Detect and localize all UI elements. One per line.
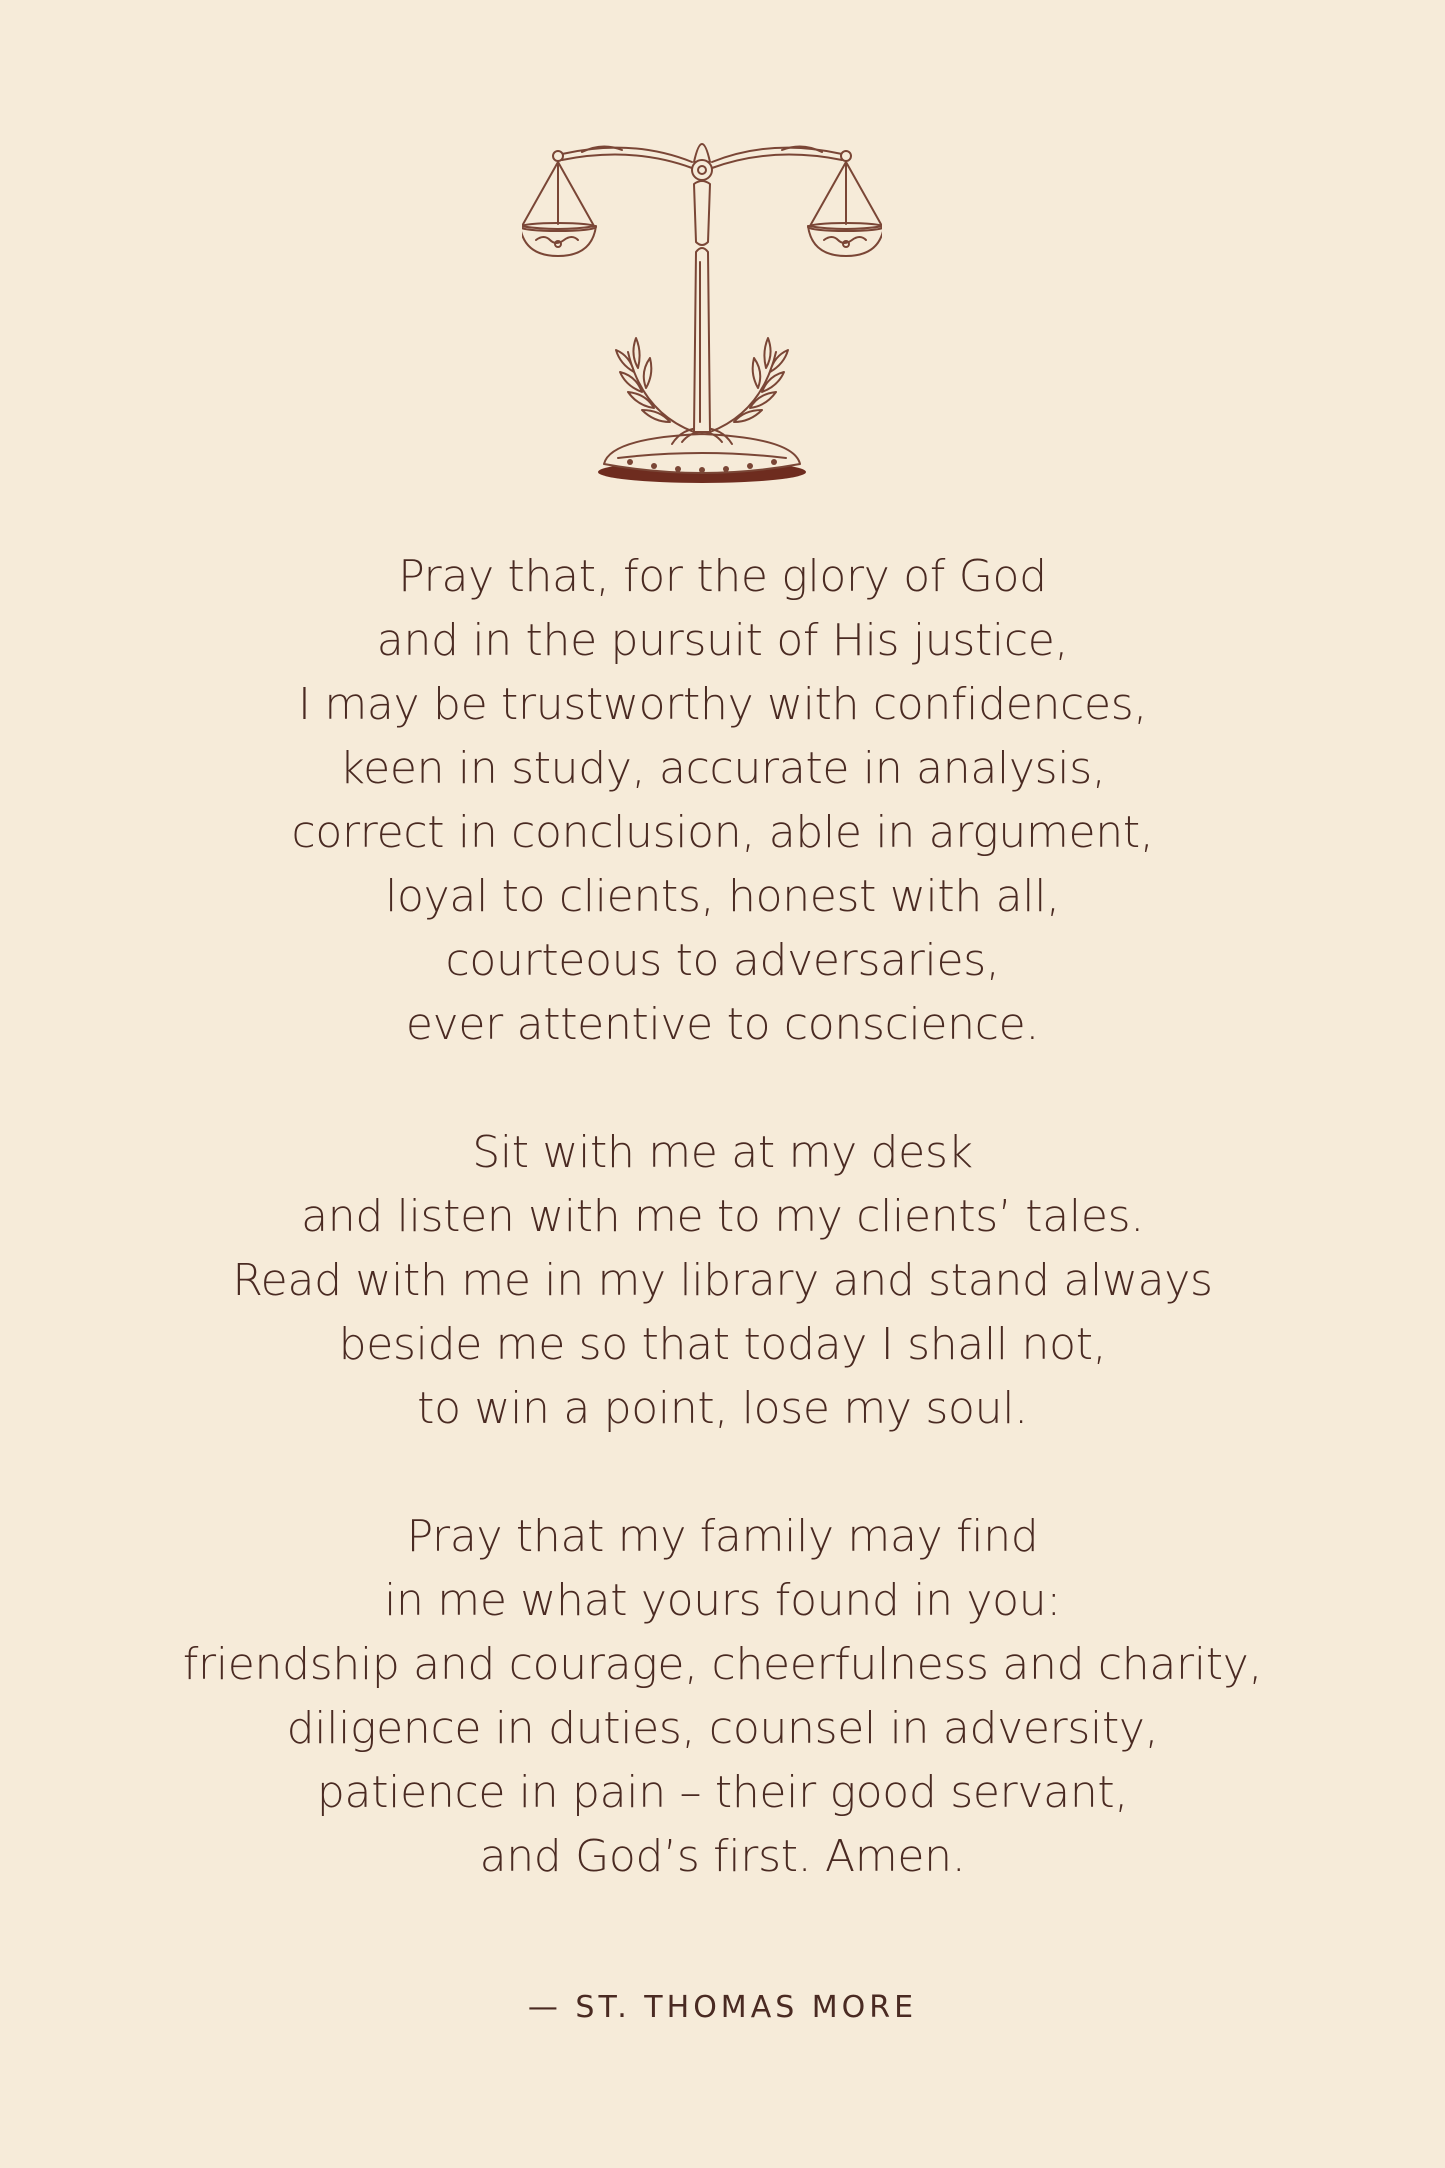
prayer-line: Read with me in my library and stand always [232,1255,1213,1306]
prayer-line: I may be trustworthy with confidences, [297,679,1148,730]
prayer-line: diligence in duties, counsel in adversity, [286,1703,1159,1754]
prayer-line: to win a point, lose my soul. [417,1383,1028,1434]
prayer-line: and in the pursuit of His justice, [376,615,1069,666]
prayer-line: and listen with me to my clients’ tales. [301,1191,1144,1242]
prayer-line: and God’s first. Amen. [479,1831,966,1882]
prayer-line: beside me so that today I shall not, [338,1319,1107,1370]
prayer-text [0,545,1445,1889]
stanza-3 [0,1505,1445,1889]
prayer-line: courteous to adversaries, [445,935,1000,986]
stanza-1 [0,545,1445,1057]
prayer-line: ever attentive to conscience. [405,999,1040,1050]
prayer-line: Sit with me at my desk [472,1127,973,1178]
prayer-line: friendship and courage, cheerfulness and charity, [182,1639,1263,1690]
stanza-2 [0,1121,1445,1441]
scales-of-justice-icon [522,132,882,492]
prayer-line: in me what yours found in you: [384,1575,1061,1626]
attribution: — ST. THOMAS MORE [527,1990,918,2025]
prayer-line: Pray that, for the glory of God [398,551,1047,602]
prayer-line: loyal to clients, honest with all, [385,871,1060,922]
prayer-line: patience in pain – their good servant, [316,1767,1129,1818]
prayer-line: correct in conclusion, able in argument, [291,807,1154,858]
prayer-line: keen in study, accurate in analysis, [339,743,1106,794]
prayer-line: Pray that my family may find [406,1511,1039,1562]
